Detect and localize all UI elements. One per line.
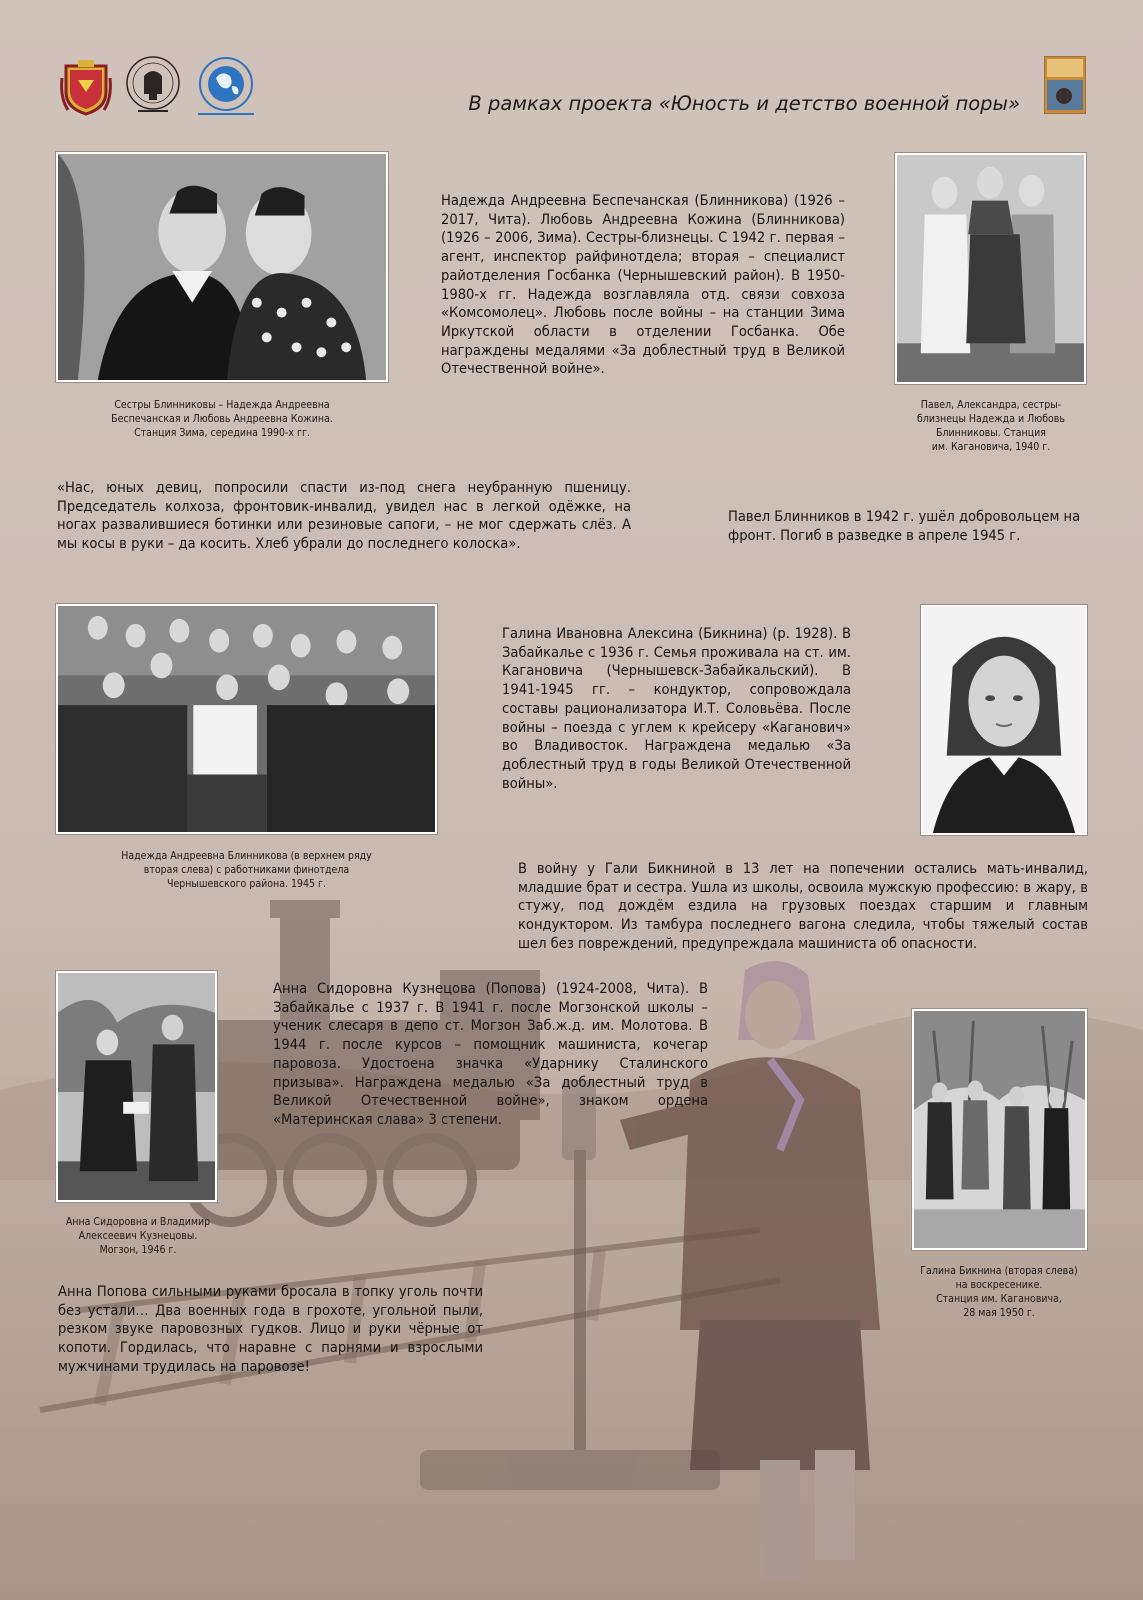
caption-finance-department: Надежда Андреевна Блинникова (в верхнем ряду вторая слева) с работниками финотдела Чернышевского района. 1945 г. <box>121 850 372 890</box>
text-pavel-blinnikov: Павел Блинников в 1942 г. ушёл добровольцем на фронт. Погиб в разведке в апреле 1945 г. <box>728 508 1081 544</box>
photo-galina-portrait <box>921 605 1087 835</box>
photo-blinnikov-family-1940 <box>895 153 1086 384</box>
book-cover-logo <box>1044 56 1086 114</box>
text-alexina-biography: Галина Ивановна Алексина (Бикнина) (р. 1928). В Забайкалье с 1936 г. Семья проживала на ст. им. Кагановича (Чернышевск-Забайкальский). В 1941-1945 гг. – кондуктор, сопровождала составы рационализатора И.Т. Соловьёва. После войны – поезда с углем к крейсеру «Каганович» во Владивосток. Награждена медалью «За доблестный труд в годы Великой Отечественной войны». <box>502 625 851 792</box>
coat-of-arms-logo <box>60 58 112 116</box>
quote-harvest: «Нас, юных девиц, попросили спасти из-под снега неубранную пшеницу. Председатель колхоза, фронтовик-инвалид, увидел нас в легкой одёжке, на ногах развалившиеся ботинки или резиновые сапоги, – не мог сдержать слёз. А мы косы в руки – да косить. Хлеб убрали до последнего колоска». <box>57 479 631 553</box>
caption-kuznetsovs: Анна Сидоровна и Владимир Алексеевич Кузнецовы. Могзон, 1946 г. <box>65 1216 211 1256</box>
text-galina-war-years: В войну у Гали Бикниной в 13 лет на попечении остались мать-инвалид, младшие брат и сестра. Ушла из школы, освоила мужскую профессию: в жару, в стужу, под дождём ездила на грузовых поездах старшим и главным кондуктором. Из тамбура последнего вагона следила, чтобы тяжелый состав шел без повреждений, предупреждала машиниста об опасности. <box>518 860 1088 952</box>
photo-finance-department-1945 <box>56 604 437 834</box>
text-anna-popova-memory: Анна Попова сильными руками бросала в топку уголь почти без устали… Два военных года в грохоте, угольной пыли, резком звуке паровозных гудков. Лицо и руки чёрные от копоти. Гордилась, что наравне с парнями и взрослыми мужчинами трудилась на паровозе! <box>58 1283 483 1375</box>
photo-kuznetsovs-1946 <box>56 971 217 1202</box>
text-blinnikova-biography: Надежда Андреевна Беспечанская (Блинникова) (1926 –2017, Чита). Любовь Андреевна Кожина (Блинникова) (1926 – 2006, Зима). Сестры-близнецы. С 1942 г. первая – агент, инспектор райфинотдела; вторая – специалист райотделения Госбанка (Чернышевский район). В 1950-1980-х гг. Надежда возглавляла отд. связи совхоза «Комсомолец». Любовь после войны – на станции Зима Иркутской области в отделении Госбанка. Обе награждены медалями «За доблестный труд в Великой Отечественной войне». <box>441 192 845 378</box>
caption-blinnikova-sisters: Сестры Блинниковы – Надежда Андреевна Беспечанская и Любовь Андреевна Кожина. Станция Зима, середина 1990-х гг. <box>111 399 333 439</box>
project-title: В рамках проекта «Юность и детство военной поры» <box>468 92 1020 115</box>
photo-blinnikova-sisters-1990s <box>56 152 388 382</box>
caption-blinnikov-family: Павел, Александра, сестры- близнецы Надежда и Любовь Блинниковы. Станция им. Кагановича, 1940 г. <box>917 399 1065 453</box>
museum-logo <box>124 54 182 118</box>
geographic-society-logo <box>188 56 264 118</box>
text-kuznetsova-biography: Анна Сидоровна Кузнецова (Попова) (1924-2008, Чита). В Забайкалье с 1937 г. В 1941 г. после Могзонской школы – ученик слесаря в депо ст. Могзон Заб.ж.д. им. Молотова. В 1944 г. после курсов – помощник машиниста, кочегар паровоза. Удостоена значка «Ударнику Сталинского призыва». Награждена медалью «За доблестный труд в Великой Отечественной войне», знаком ордена «Материнская слава» 3 степени. <box>273 980 708 1128</box>
photo-galina-subbotnik-1950 <box>912 1009 1087 1250</box>
caption-galina-subbotnik: Галина Бикнина (вторая слева) на воскресенике. Станция им. Кагановича, 28 мая 1950 г. <box>920 1265 1078 1319</box>
